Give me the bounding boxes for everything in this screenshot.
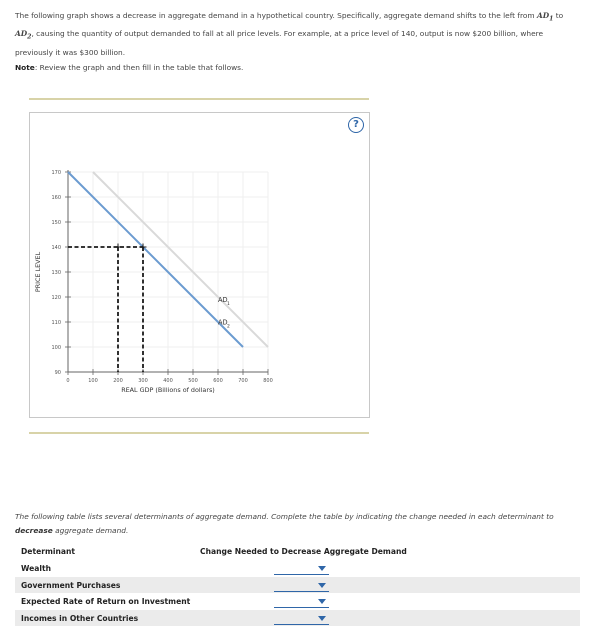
x-tick-label: 0 bbox=[66, 378, 70, 384]
change-column-header: Change Needed to Decrease Aggregate Demand bbox=[200, 547, 407, 556]
government-purchases-dropdown[interactable] bbox=[274, 578, 329, 592]
y-tick-label: 110 bbox=[51, 320, 61, 326]
y-tick-label: 140 bbox=[51, 245, 61, 251]
ad-chart bbox=[30, 113, 369, 417]
determinant-column-header: Determinant bbox=[21, 547, 76, 556]
series-label-ad2: AD bbox=[218, 318, 228, 327]
table-row bbox=[15, 560, 580, 577]
table-row bbox=[15, 610, 580, 627]
expected-return-dropdown[interactable] bbox=[274, 594, 329, 608]
table-header bbox=[15, 544, 580, 560]
x-tick-label: 500 bbox=[188, 378, 198, 384]
top-divider bbox=[29, 98, 369, 100]
x-tick-label: 400 bbox=[163, 378, 173, 384]
y-tick-label: 170 bbox=[51, 170, 61, 176]
series-label-ad1: AD bbox=[218, 296, 228, 304]
x-tick-label: 300 bbox=[138, 378, 148, 384]
ad1-symbol: $AD_1$ bbox=[536, 11, 554, 23]
x-tick-label: 600 bbox=[213, 378, 223, 384]
intro-paragraph bbox=[15, 8, 580, 60]
row-label-foreign-incomes: Incomes in Other Countries bbox=[21, 613, 139, 623]
series-line-ad1 bbox=[93, 172, 268, 347]
bottom-divider bbox=[29, 432, 369, 434]
row-label-wealth: Wealth bbox=[21, 564, 52, 573]
x-axis-label: REAL GDP (Billions of dollars) bbox=[121, 386, 215, 394]
y-tick-label: 90 bbox=[54, 370, 61, 376]
series-line-ad2 bbox=[68, 172, 243, 347]
x-tick-label: 700 bbox=[238, 378, 248, 384]
chevron-down-icon bbox=[318, 616, 326, 621]
y-axis-label: PRICE LEVEL bbox=[34, 251, 42, 293]
note-label: Note bbox=[15, 63, 35, 72]
x-tick-label: 200 bbox=[113, 378, 123, 384]
series-label-subscript: 1 bbox=[227, 302, 230, 307]
table-row bbox=[15, 577, 580, 594]
ad2-symbol: $AD_2$ bbox=[15, 29, 32, 41]
intro-text-1: The following graph shows a decrease in aggregate demand in a hypothetical country. Specifically, aggregate demand shifts to the left from bbox=[15, 11, 537, 20]
series-label-subscript: 2 bbox=[227, 324, 230, 330]
decrease-emphasis: decrease bbox=[15, 526, 53, 535]
note-line bbox=[15, 63, 243, 72]
determinants-table bbox=[15, 544, 580, 626]
foreign-incomes-dropdown[interactable] bbox=[274, 611, 329, 625]
chevron-down-icon bbox=[318, 599, 326, 604]
chevron-down-icon bbox=[318, 583, 326, 588]
y-tick-label: 100 bbox=[51, 345, 61, 351]
y-tick-label: 150 bbox=[51, 220, 61, 226]
chevron-down-icon bbox=[318, 566, 326, 571]
y-tick-label: 160 bbox=[51, 195, 61, 201]
y-tick-label: 130 bbox=[51, 270, 61, 276]
row-label-expected-return: Expected Rate of Return on Investment bbox=[21, 597, 191, 606]
note-text: : Review the graph and then fill in the table that follows. bbox=[34, 63, 244, 72]
help-icon[interactable]: ? bbox=[348, 117, 364, 133]
wealth-dropdown[interactable] bbox=[274, 561, 329, 575]
intro-text-3: , causing the quantity of output demanded to fall at all price levels. For example, at a price level of 140, output is now $200 billion, where previously it was $300 billion. bbox=[15, 29, 544, 57]
x-tick-label: 800 bbox=[263, 378, 273, 384]
y-tick-label: 120 bbox=[51, 295, 61, 301]
table-instructions: The following table lists several determinants of aggregate demand. Complete the table by indicating the change needed in each determinant to decrease aggregate demand. bbox=[15, 512, 554, 535]
graph-panel bbox=[29, 112, 370, 418]
intro-text-2: to bbox=[553, 11, 564, 20]
row-label-government-purchases: Government Purchases bbox=[21, 580, 121, 590]
x-tick-label: 100 bbox=[88, 378, 98, 384]
table-row bbox=[15, 593, 580, 610]
